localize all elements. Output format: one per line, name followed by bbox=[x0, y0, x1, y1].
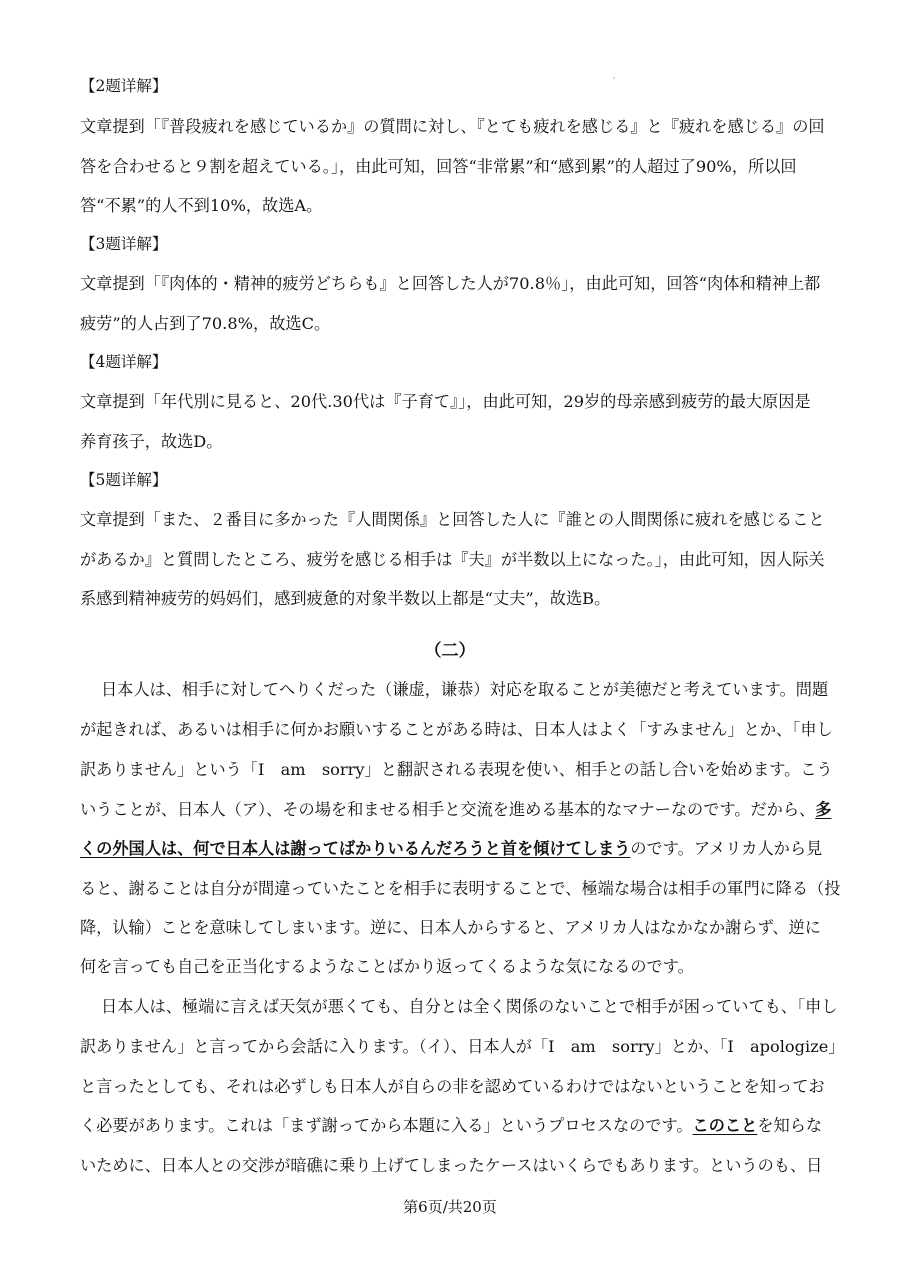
section-header-q5: 【5题详解】 bbox=[80, 471, 168, 489]
passage-text: を知らな bbox=[757, 1116, 823, 1135]
answer-text-line: 文章提到「年代別に見ると、20代.30代は『子育て』」，由此可知，29岁的母亲感到疲劳的最大原因是 bbox=[80, 392, 811, 411]
passage-line bbox=[80, 838, 828, 860]
passage-text: のです。アメリカ人から見 bbox=[630, 839, 823, 858]
passage-line: 日本人は、極端に言えば天気が悪くても、自分とは全く関係のないことで相手が困っていても、「申し bbox=[101, 997, 838, 1016]
passage-line: いために、日本人との交渉が暗礁に乗り上げてしまったケースはいくらでもあります。というのも、日 bbox=[80, 1156, 823, 1175]
passage-line: ると、謝ることは自分が間違っていたことを相手に表明することで、極端な場合は相手の軍門に降る（投 bbox=[80, 879, 841, 898]
underlined-question-text: 多 bbox=[815, 800, 832, 819]
passage-line: が起きれば、あるいは相手に何かお願いすることがある時は、日本人はよく「すみません」とか、「申し bbox=[80, 720, 833, 739]
passage-line: 降，认输）ことを意味してしまいます。逆に、日本人からすると、アメリカ人はなかなか謝らず、逆に bbox=[80, 918, 821, 937]
passage-line bbox=[80, 799, 832, 821]
passage-line: 訳ありません」という「I am sorry」と翻訳される表現を使い、相手との話し合いを始めます。こう bbox=[80, 760, 833, 779]
section-header-q4: 【4题详解】 bbox=[80, 353, 168, 371]
answer-text-line: 疲劳”的人占到了70.8%，故选C。 bbox=[80, 314, 331, 333]
answer-text-line: があるか』と質問したところ、疲労を感じる相手は『夫』が半数以上になった。」，由此可知，因人际关 bbox=[80, 550, 825, 569]
answer-text-line: 系感到精神疲劳的妈妈们，感到疲惫的对象半数以上都是“丈夫”，故选B。 bbox=[80, 589, 611, 608]
section-header-q2: 【2题详解】 bbox=[80, 77, 168, 95]
passage-text: いうことが、日本人（ア）、その場を和ませる相手と交流を進める基本的なマナーなのです。だから、 bbox=[80, 800, 816, 819]
answer-text-line: 答“不累”的人不到10%，故选A。 bbox=[80, 196, 323, 215]
passage-line: 訳ありません」と言ってから会話に入ります。（イ）、日本人が「I am sorry」とか、「I apologize」 bbox=[80, 1037, 845, 1056]
underlined-question-text: くの外国人は、何で日本人は謝ってばかりいるんだろうと首を傾けてしまう bbox=[80, 839, 631, 858]
page-footer: 第6页/共20页 bbox=[403, 1198, 497, 1216]
answer-text-line: 答を合わせると９割を超えている。」，由此可知，回答“非常累”和“感到累”的人超过了90%，所以回 bbox=[80, 157, 797, 176]
answer-text-line: 养育孩子，故选D。 bbox=[80, 432, 223, 451]
passage-text: く必要があります。これは「まず謝ってから本題に入る」というプロセスなのです。 bbox=[80, 1116, 693, 1135]
passage-line bbox=[80, 1115, 828, 1137]
passage-line: 何を言っても自己を正当化するようなことばかり返ってくるような気になるのです。 bbox=[80, 957, 694, 976]
answer-text-line: 文章提到「『普段疲れを感じているか』の質問に対し、『とても疲れを感じる』と『疲れを感じる』の回 bbox=[80, 117, 825, 136]
passage-line: と言ったとしても、それは必ずしも日本人が自らの非を認めているわけではないということを知ってお bbox=[80, 1077, 825, 1096]
answer-text-line: 文章提到「『肉体的・精神的疲労どちらも』と回答した人が70.8％」，由此可知，回答“肉体和精神上都 bbox=[80, 274, 821, 293]
section-header-q3: 【3题详解】 bbox=[80, 235, 168, 253]
answer-text-line: 文章提到「また、２番目に多かった『人間関係』と回答した人に『誰との人間関係に疲れを感じること bbox=[80, 510, 825, 529]
passage-line: 日本人は、相手に対してへりくだった（谦虚，谦恭）対応を取ることが美徳だと考えています。問題 bbox=[101, 680, 829, 699]
underlined-question-text: このこと bbox=[692, 1116, 758, 1135]
part-title: （二） bbox=[424, 641, 476, 661]
